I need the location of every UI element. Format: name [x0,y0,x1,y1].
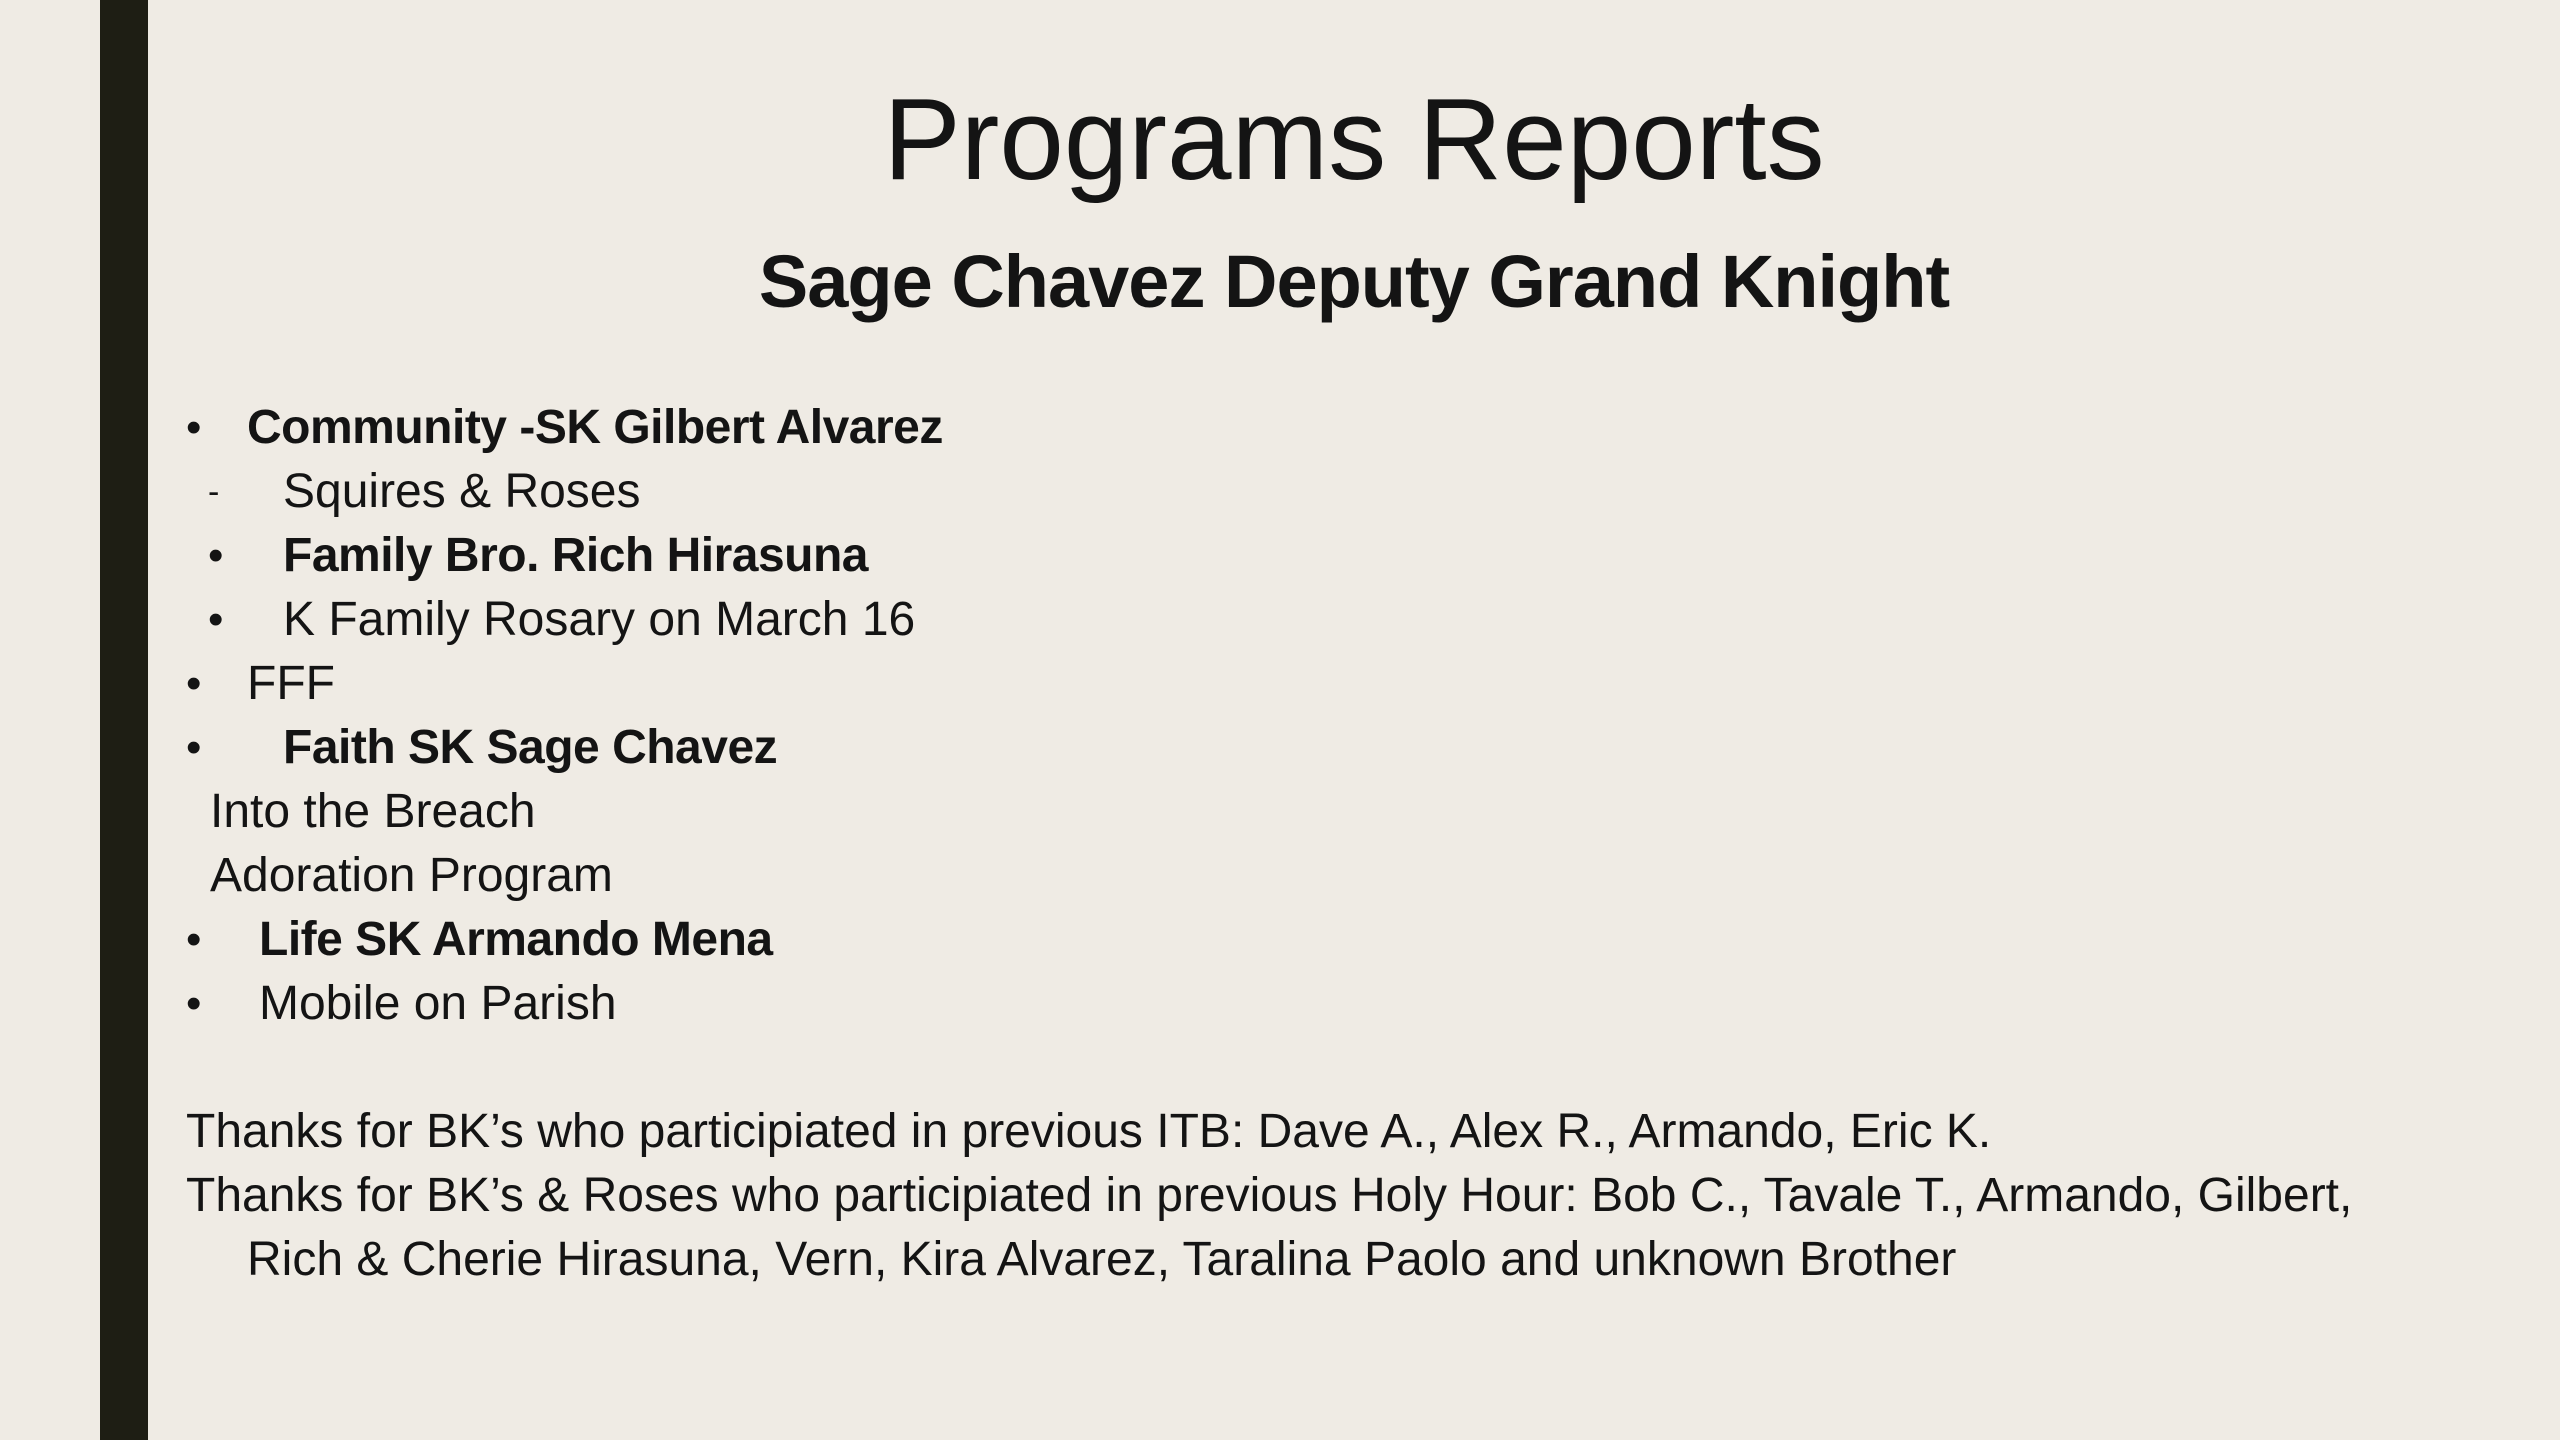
bullet-marker: • [186,403,202,452]
slide-subtitle: Sage Chavez Deputy Grand Knight [758,240,1950,323]
thanks-holy-hour-text-continued: Rich & Cherie Hirasuna, Vern, Kira Alvarez, Taralina Paolo and unknown Brother [247,1233,1957,1286]
thanks-holy-hour-text: Thanks for BK’s & Roses who participiated in previous Holy Hour: Bob C., Tavale T., Armando, Gilbert, [186,1169,2353,1222]
list-item-squires-roses: Squires & Roses [283,465,641,518]
bullet-marker: • [186,915,202,964]
dash-marker: - [208,473,220,511]
list-item-life: Life SK Armando Mena [259,913,773,966]
slide-title: Programs Reports [883,74,1825,204]
bullet-marker: • [186,979,202,1028]
bullet-marker: • [186,659,202,708]
thanks-itb-text: Thanks for BK’s who participiated in previous ITB: Dave A., Alex R., Armando, Eric K. [186,1105,1992,1158]
list-item-adoration: Adoration Program [210,849,613,902]
list-item-fff: FFF [247,657,335,710]
bullet-marker: • [208,531,224,580]
left-accent-bar [100,0,148,1440]
bullet-marker: • [208,595,224,644]
list-item-into-breach: Into the Breach [210,785,536,838]
bullet-marker: • [186,723,202,772]
list-item-family: Family Bro. Rich Hirasuna [283,529,868,582]
list-item-faith: Faith SK Sage Chavez [283,721,778,774]
list-item-rosary: K Family Rosary on March 16 [283,593,916,646]
list-item-community: Community -SK Gilbert Alvarez [247,401,943,454]
list-item-mobile: Mobile on Parish [259,977,617,1030]
